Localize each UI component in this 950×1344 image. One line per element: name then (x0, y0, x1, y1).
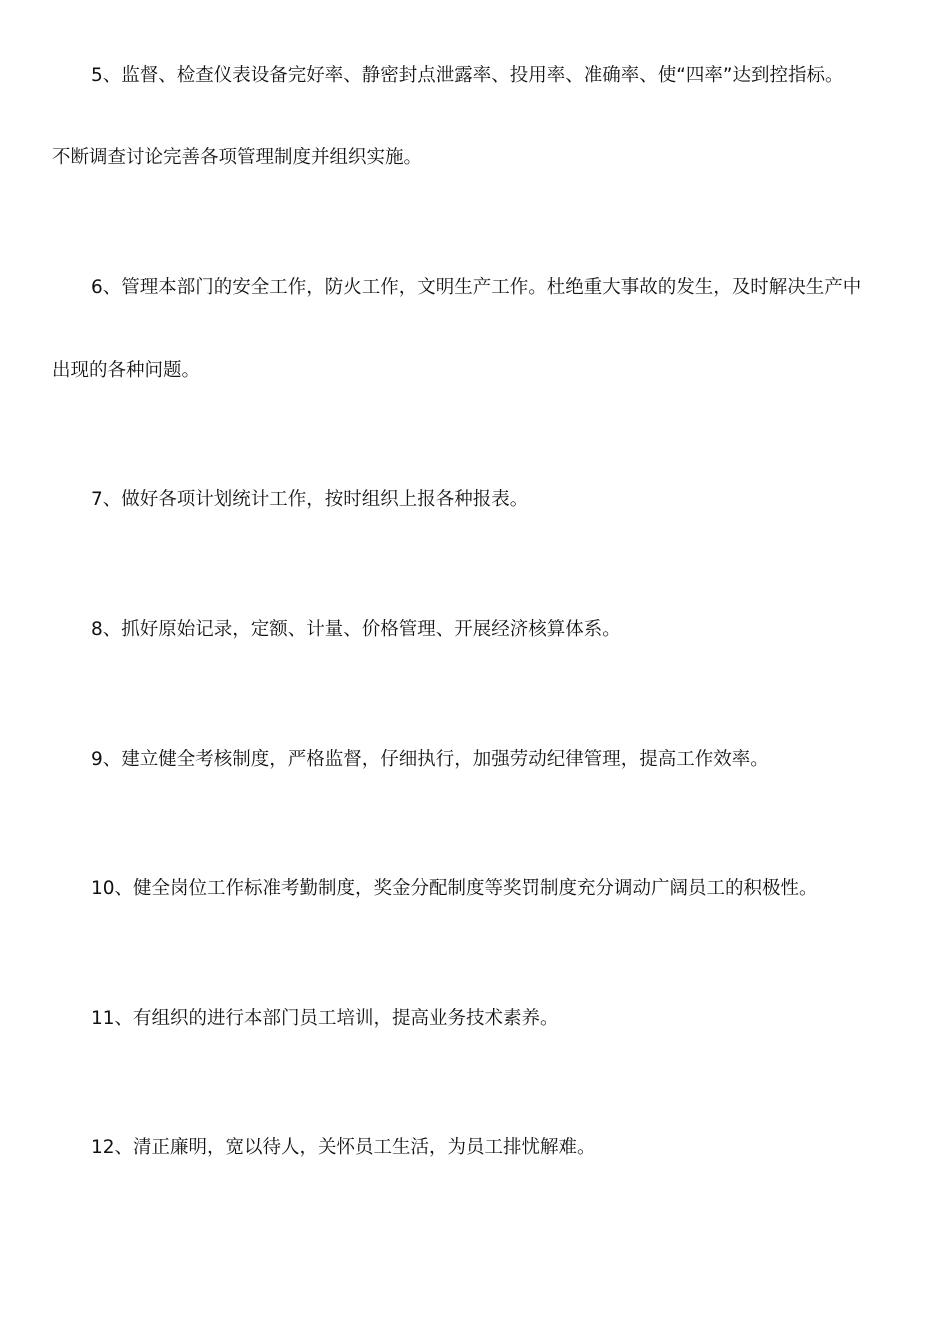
item-6-line-1: 6、管理本部门的安全工作，防火工作，文明生产工作。杜绝重大事故的发生，及时解决生产中 (91, 277, 862, 298)
item-10: 10、健全岗位工作标准考勤制度，奖金分配制度等奖罚制度充分调动广阔员工的积极性。 (91, 878, 818, 899)
item-9: 9、建立健全考核制度，严格监督，仔细执行，加强劳动纪律管理，提高工作效率。 (91, 749, 769, 770)
item-7: 7、做好各项计划统计工作，按时组织上报各种报表。 (91, 489, 529, 510)
item-6-line-2: 出现的各种问题。 (52, 360, 201, 381)
item-5-line-2: 不断调查讨论完善各项管理制度并组织实施。 (52, 147, 423, 168)
item-5-line-1: 5、监督、检查仪表设备完好率、静密封点泄露率、投用率、准确率、使“四率”达到控指标。 (91, 65, 844, 86)
item-12: 12、清正廉明，宽以待人，关怀员工生活，为员工排忧解难。 (91, 1137, 596, 1158)
item-11: 11、有组织的进行本部门员工培训，提高业务技术素养。 (91, 1008, 559, 1029)
item-8: 8、抓好原始记录，定额、计量、价格管理、开展经济核算体系。 (91, 619, 621, 640)
